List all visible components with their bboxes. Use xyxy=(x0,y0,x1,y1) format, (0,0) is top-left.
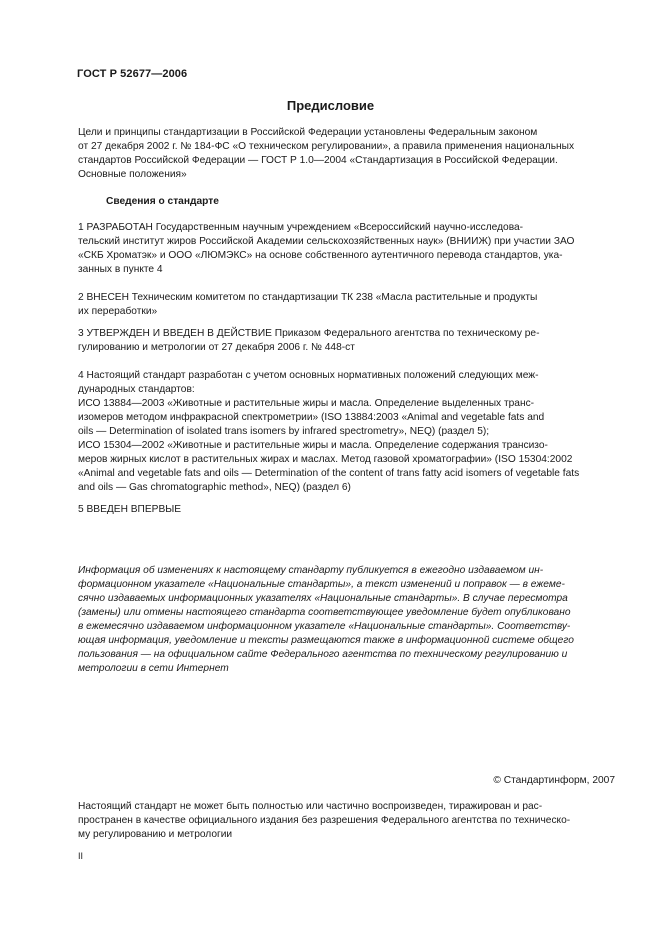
section-heading: Сведения о стандарте xyxy=(106,196,219,207)
changes-notice: Информация об изменениях к настоящему стандарту публикуется в ежегодно издаваемом ин- формационном указателе «Национальные стандарты», а текст изменений и поправок — в ежеме- сячно издаваемых информационных указателях «Национальные стандарты». В случае пересмотра (замены) или отмены настоящего стандарта соответствующее уведомление будет опубликовано в ежемесячно издаваемом информационном указателе «Национальные стандарты». Соответству- ющая информация, уведомление и тексты размещаются также в информационной системе общего пользования — на официальном сайте Федерального агентства по техническому регулированию и метрологии в сети Интернет xyxy=(78,565,574,674)
copyright-line: © Стандартинформ, 2007 xyxy=(493,775,615,786)
item-4-international-standards: 4 Настоящий стандарт разработан с учетом основных нормативных положений следующих меж- дународных стандартов: ИСО 13884—2003 «Животные и растительные жиры и масла. Определение выделенных транс- изомеров методом инфракрасной спектрометрии» (ISO 13884:2003 «Animal and vegetable fats and oils — Determination of isolated trans isomers by infrared spectrometry», NEQ) (раздел 5); ИСО 15304—2002 «Животные и растительные жиры и масла. Определение содержания трансизо- меров жирных кислот в растительных жирах и маслах. Метод газовой хроматографии» (ISO 15304:2002 «Animal and vegetable fats and oils — Determination of the content of trans fatty acid isomers of vegetable fats and oils — Gas chromatographic method», NEQ) (раздел 6) xyxy=(78,370,580,493)
intro-paragraph: Цели и принципы стандартизации в Российской Федерации установлены Федеральным законом от 27 декабря 2002 г. № 184-ФС «О техническом регулировании», а правила применения национальных стандартов Российской Федерации — ГОСТ Р 1.0—2004 «Стандартизация в Российской Федерации. Основные положения» xyxy=(78,127,575,180)
page-number: II xyxy=(78,851,84,861)
item-1-developed: 1 РАЗРАБОТАН Государственным научным учреждением «Всероссийский научно-исследова- тельский институт жиров Российской Академии сельскохозяйственных наук» (ВНИИЖ) при участии ЗАО «СКБ Хроматэк» и ООО «ЛЮМЭКС» на основе собственного аутентичного перевода стандартов, ука- занных в пункте 4 xyxy=(78,222,575,275)
item-2-introduced: 2 ВНЕСЕН Техническим комитетом по стандартизации ТК 238 «Масла растительные и продукты их переработки» xyxy=(78,292,538,317)
rights-paragraph: Настоящий стандарт не может быть полностью или частично воспроизведен, тиражирован и рас- пространен в качестве официального издания без разрешения Федерального агентства по техническо- му регулированию и метрологии xyxy=(78,801,571,840)
document-code-header: ГОСТ Р 52677—2006 xyxy=(77,68,188,80)
item-5-first-introduced: 5 ВВЕДЕН ВПЕРВЫЕ xyxy=(78,504,182,515)
page-title: Предисловие xyxy=(286,98,375,113)
item-3-approved: 3 УТВЕРЖДЕН И ВВЕДЕН В ДЕЙСТВИЕ Приказом Федерального агентства по техническому ре- гулированию и метрологии от 27 декабря 2006 г. № 448-ст xyxy=(78,328,540,353)
